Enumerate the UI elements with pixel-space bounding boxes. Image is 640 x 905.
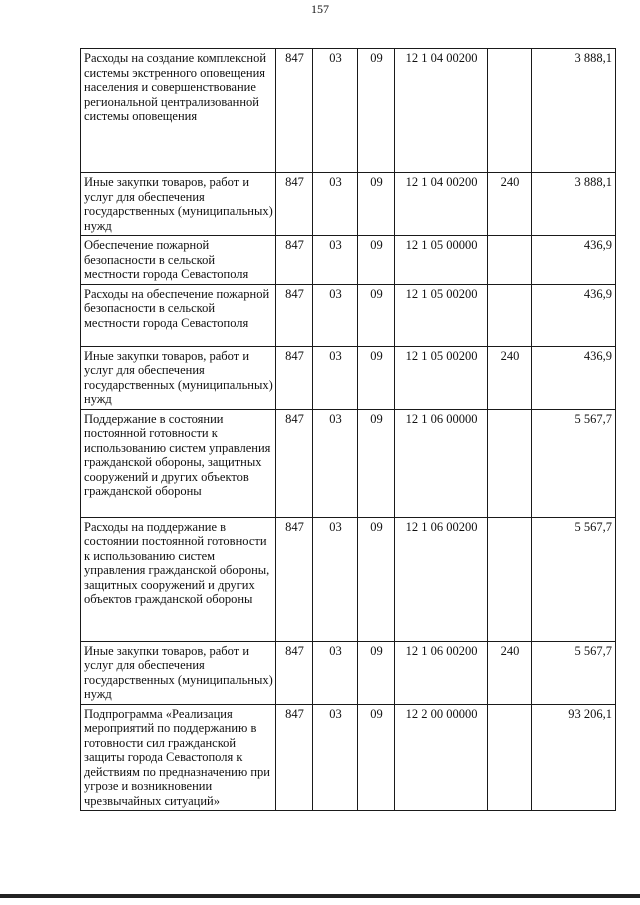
cell-amount: 5 567,7 <box>532 641 616 704</box>
cell-section-code: 03 <box>313 236 358 285</box>
cell-amount: 5 567,7 <box>532 409 616 517</box>
table-row <box>81 346 616 409</box>
table-row <box>81 641 616 704</box>
table-row <box>81 409 616 517</box>
cell-target-article: 12 1 05 00200 <box>395 284 488 346</box>
cell-ministry-code: 847 <box>276 284 313 346</box>
cell-section-code: 03 <box>313 173 358 236</box>
cell-target-article: 12 1 05 00000 <box>395 236 488 285</box>
cell-subsection-code: 09 <box>358 346 395 409</box>
cell-ministry-code: 847 <box>276 409 313 517</box>
cell-ministry-code: 847 <box>276 346 313 409</box>
cell-expense-type: 240 <box>488 346 532 409</box>
cell-target-article: 12 1 06 00200 <box>395 641 488 704</box>
cell-target-article: 12 1 06 00200 <box>395 517 488 641</box>
cell-ministry-code: 847 <box>276 641 313 704</box>
cell-amount: 5 567,7 <box>532 517 616 641</box>
cell-subsection-code: 09 <box>358 284 395 346</box>
cell-subsection-code: 09 <box>358 409 395 517</box>
cell-amount: 436,9 <box>532 284 616 346</box>
cell-expense-type <box>488 704 532 811</box>
cell-subsection-code: 09 <box>358 236 395 285</box>
cell-target-article: 12 1 04 00200 <box>395 49 488 173</box>
table-row <box>81 704 616 811</box>
scan-bottom-edge <box>0 894 640 898</box>
cell-expense-type <box>488 49 532 173</box>
cell-description: Иные закупки товаров, работ и услуг для обеспечения государственных (муниципальных) нужд <box>81 173 276 236</box>
cell-subsection-code: 09 <box>358 704 395 811</box>
cell-description: Обеспечение пожарной безопасности в сельской местности города Севастополя <box>81 236 276 285</box>
cell-subsection-code: 09 <box>358 641 395 704</box>
table-row <box>81 173 616 236</box>
table-row <box>81 284 616 346</box>
cell-section-code: 03 <box>313 409 358 517</box>
cell-description: Расходы на поддержание в состоянии постоянной готовности к использованию систем управления гражданской обороны, защитных сооружений и других объектов гражданской обороны <box>81 517 276 641</box>
cell-section-code: 03 <box>313 704 358 811</box>
cell-amount: 3 888,1 <box>532 173 616 236</box>
cell-description: Расходы на обеспечение пожарной безопасности в сельской местности города Севастополя <box>81 284 276 346</box>
table-row <box>81 49 616 173</box>
cell-section-code: 03 <box>313 517 358 641</box>
cell-expense-type: 240 <box>488 173 532 236</box>
budget-table <box>80 48 616 811</box>
cell-ministry-code: 847 <box>276 517 313 641</box>
cell-target-article: 12 1 06 00000 <box>395 409 488 517</box>
cell-amount: 3 888,1 <box>532 49 616 173</box>
cell-target-article: 12 1 05 00200 <box>395 346 488 409</box>
cell-description: Подпрограмма «Реализация мероприятий по поддержанию в готовности сил гражданской защиты города Севастополя к действиям по предназначению при угрозе и возникновении чрезвычайных ситуаций» <box>81 704 276 811</box>
cell-expense-type <box>488 517 532 641</box>
table-row <box>81 236 616 285</box>
cell-subsection-code: 09 <box>358 49 395 173</box>
cell-subsection-code: 09 <box>358 517 395 641</box>
cell-amount: 436,9 <box>532 236 616 285</box>
cell-section-code: 03 <box>313 284 358 346</box>
cell-expense-type: 240 <box>488 641 532 704</box>
page-number: 157 <box>311 2 329 16</box>
cell-description: Поддержание в состоянии постоянной готовности к использованию систем управления гражданской обороны, защитных сооружений и других объектов гражданской обороны <box>81 409 276 517</box>
cell-ministry-code: 847 <box>276 49 313 173</box>
cell-section-code: 03 <box>313 49 358 173</box>
cell-description: Расходы на создание комплексной системы экстренного оповещения населения и совершенствование региональной централизованной системы оповещения <box>81 49 276 173</box>
cell-expense-type <box>488 284 532 346</box>
table-row <box>81 517 616 641</box>
cell-target-article: 12 1 04 00200 <box>395 173 488 236</box>
cell-subsection-code: 09 <box>358 173 395 236</box>
cell-description: Иные закупки товаров, работ и услуг для обеспечения государственных (муниципальных) нужд <box>81 346 276 409</box>
cell-ministry-code: 847 <box>276 173 313 236</box>
cell-amount: 93 206,1 <box>532 704 616 811</box>
cell-expense-type <box>488 409 532 517</box>
cell-amount: 436,9 <box>532 346 616 409</box>
cell-target-article: 12 2 00 00000 <box>395 704 488 811</box>
cell-ministry-code: 847 <box>276 236 313 285</box>
cell-expense-type <box>488 236 532 285</box>
cell-section-code: 03 <box>313 346 358 409</box>
cell-ministry-code: 847 <box>276 704 313 811</box>
cell-section-code: 03 <box>313 641 358 704</box>
cell-description: Иные закупки товаров, работ и услуг для обеспечения государственных (муниципальных) нужд <box>81 641 276 704</box>
